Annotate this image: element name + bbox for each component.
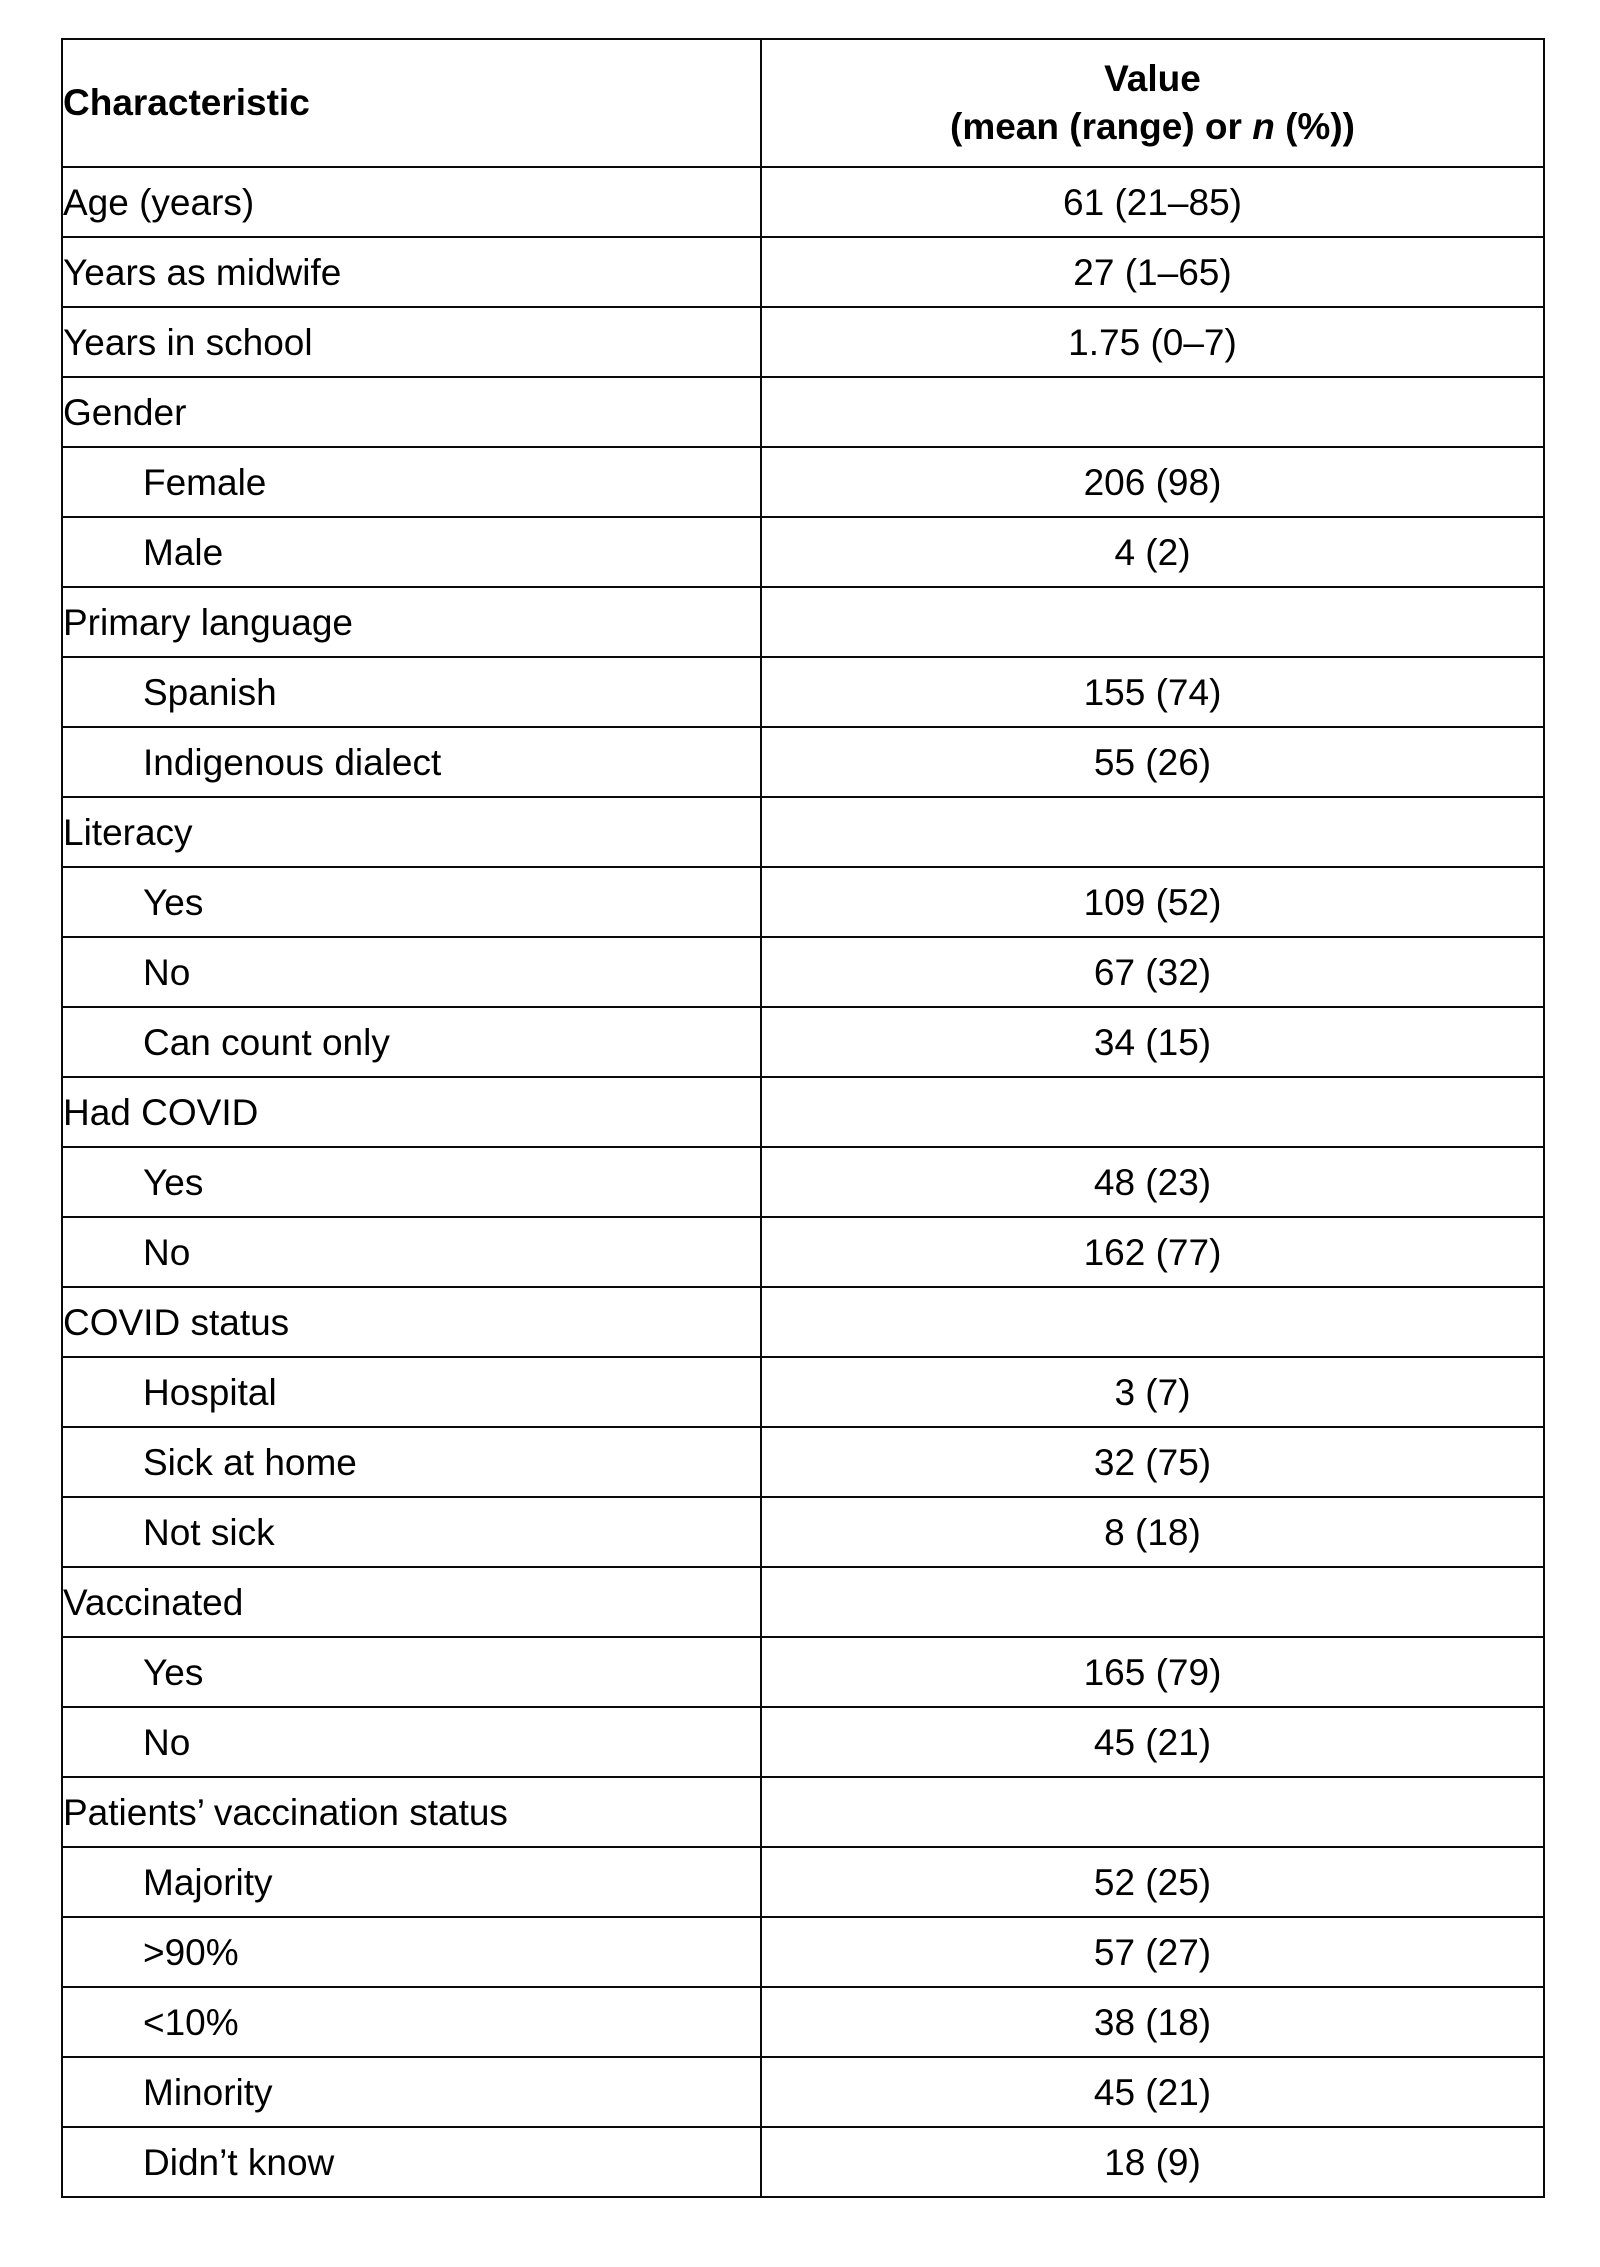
row-value: 18 (9): [761, 2127, 1544, 2197]
table-header-row: [62, 39, 1544, 167]
row-value: 48 (23): [761, 1147, 1544, 1217]
row-sublabel: Yes: [62, 867, 761, 937]
row-value: [761, 1567, 1544, 1637]
table-row: [62, 1987, 1544, 2057]
table-body: [62, 167, 1544, 2197]
row-value: 55 (26): [761, 727, 1544, 797]
table-row: [62, 1707, 1544, 1777]
value-subtitle-prefix: (mean (range) or: [950, 106, 1253, 147]
row-label: Literacy: [62, 797, 761, 867]
table-row: [62, 1217, 1544, 1287]
row-value: 38 (18): [761, 1987, 1544, 2057]
table-row: [62, 1567, 1544, 1637]
row-sublabel: Yes: [62, 1637, 761, 1707]
row-sublabel: No: [62, 1707, 761, 1777]
row-value: 162 (77): [761, 1217, 1544, 1287]
table-row: [62, 1917, 1544, 1987]
row-value: [761, 797, 1544, 867]
row-sublabel: Majority: [62, 1847, 761, 1917]
table-row: [62, 587, 1544, 657]
row-sublabel: No: [62, 937, 761, 1007]
row-sublabel: <10%: [62, 1987, 761, 2057]
row-label: COVID status: [62, 1287, 761, 1357]
row-label: Years as midwife: [62, 237, 761, 307]
row-sublabel: Spanish: [62, 657, 761, 727]
row-sublabel: >90%: [62, 1917, 761, 1987]
row-label: Age (years): [62, 167, 761, 237]
table-row: [62, 237, 1544, 307]
row-value: 45 (21): [761, 1707, 1544, 1777]
row-label: Vaccinated: [62, 1567, 761, 1637]
row-value: 27 (1–65): [761, 237, 1544, 307]
row-sublabel: Female: [62, 447, 761, 517]
column-header-characteristic: Characteristic: [62, 39, 761, 167]
row-value: 4 (2): [761, 517, 1544, 587]
table-row: [62, 937, 1544, 1007]
table-row: [62, 1077, 1544, 1147]
row-value: 61 (21–85): [761, 167, 1544, 237]
table-row: [62, 1427, 1544, 1497]
row-value: 1.75 (0–7): [761, 307, 1544, 377]
row-value: [761, 1077, 1544, 1147]
row-label: Primary language: [62, 587, 761, 657]
row-value: 34 (15): [761, 1007, 1544, 1077]
table-row: [62, 167, 1544, 237]
table-row: [62, 517, 1544, 587]
row-label: Gender: [62, 377, 761, 447]
row-label: Had COVID: [62, 1077, 761, 1147]
row-label: Years in school: [62, 307, 761, 377]
table-row: [62, 657, 1544, 727]
value-subtitle-n-symbol: n: [1252, 106, 1275, 147]
row-sublabel: Hospital: [62, 1357, 761, 1427]
table-row: [62, 2057, 1544, 2127]
row-value: [761, 1777, 1544, 1847]
row-value: 3 (7): [761, 1357, 1544, 1427]
column-header-value-title: Value: [1104, 57, 1201, 99]
table-row: [62, 447, 1544, 517]
table-row: [62, 2127, 1544, 2197]
characteristics-table: [61, 38, 1545, 2198]
row-value: 109 (52): [761, 867, 1544, 937]
table-row: [62, 1847, 1544, 1917]
table-row: [62, 307, 1544, 377]
row-sublabel: Sick at home: [62, 1427, 761, 1497]
row-sublabel: Male: [62, 517, 761, 587]
row-value: 165 (79): [761, 1637, 1544, 1707]
row-value: 206 (98): [761, 447, 1544, 517]
column-header-value-subtitle: [762, 106, 1543, 148]
table-row: [62, 797, 1544, 867]
column-header-value: [761, 39, 1544, 167]
table-row: [62, 377, 1544, 447]
table-row: [62, 727, 1544, 797]
table-header: [62, 39, 1544, 167]
row-sublabel: Not sick: [62, 1497, 761, 1567]
row-value: 45 (21): [761, 2057, 1544, 2127]
table-row: [62, 1637, 1544, 1707]
table-row: [62, 1497, 1544, 1567]
row-value: 8 (18): [761, 1497, 1544, 1567]
row-value: [761, 1287, 1544, 1357]
row-sublabel: No: [62, 1217, 761, 1287]
row-sublabel: Indigenous dialect: [62, 727, 761, 797]
value-subtitle-suffix: (%)): [1274, 106, 1355, 147]
table-row: [62, 1357, 1544, 1427]
row-value: 67 (32): [761, 937, 1544, 1007]
table-row: [62, 1147, 1544, 1217]
table-row: [62, 1287, 1544, 1357]
row-value: [761, 587, 1544, 657]
table-row: [62, 1777, 1544, 1847]
row-sublabel: Can count only: [62, 1007, 761, 1077]
row-value: 52 (25): [761, 1847, 1544, 1917]
characteristics-table-container: [61, 38, 1543, 2198]
row-value: 57 (27): [761, 1917, 1544, 1987]
table-row: [62, 1007, 1544, 1077]
row-value: 32 (75): [761, 1427, 1544, 1497]
row-value: [761, 377, 1544, 447]
row-sublabel: Didn’t know: [62, 2127, 761, 2197]
row-value: 155 (74): [761, 657, 1544, 727]
row-label: Patients’ vaccination status: [62, 1777, 761, 1847]
table-row: [62, 867, 1544, 937]
row-sublabel: Yes: [62, 1147, 761, 1217]
row-sublabel: Minority: [62, 2057, 761, 2127]
